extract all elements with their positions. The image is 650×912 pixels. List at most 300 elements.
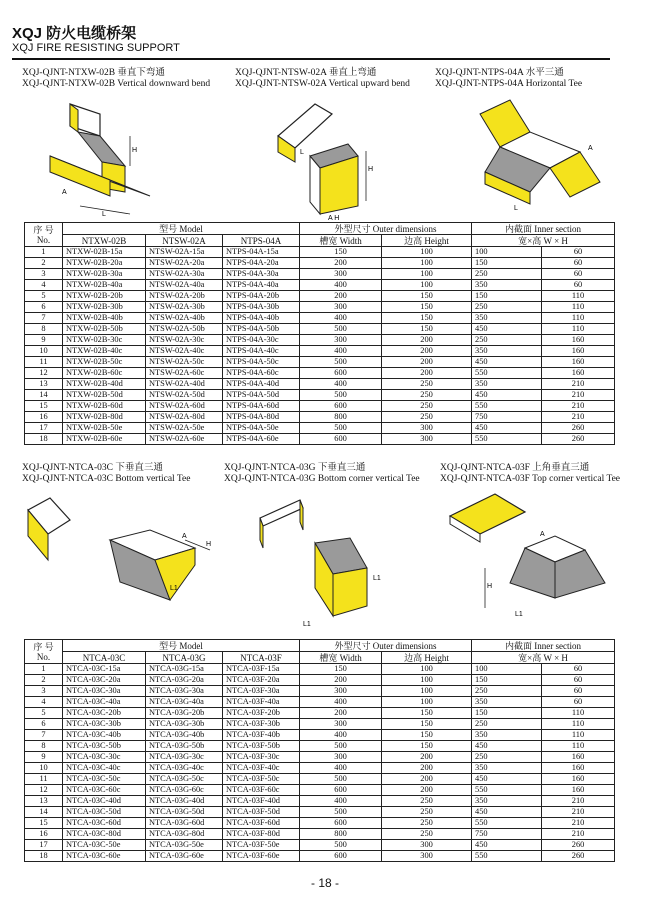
horizontal-tee-figure [470, 92, 610, 220]
dim-label-l1: L1 [515, 611, 523, 618]
model-cell: NTSW-02A-60c [146, 368, 223, 379]
height-cell: 150 [382, 291, 472, 302]
product-caption-ntca-03f [440, 463, 620, 485]
model-col-header: NTPS-04A [223, 235, 300, 247]
table-row [25, 280, 615, 291]
row-number: 10 [25, 763, 63, 774]
table-row [25, 774, 615, 785]
no-header-en: No. [36, 651, 51, 662]
top-corner-vertical-tee-figure [445, 488, 615, 628]
inner-height-cell: 110 [542, 291, 615, 302]
inner-width-cell: 450 [472, 741, 542, 752]
height-header: 边高 Height [382, 235, 472, 247]
model-cell: NTPS-04A-40d [223, 379, 300, 390]
dim-label-a: A [588, 145, 593, 152]
model-col-header: NTXW-02B [63, 235, 146, 247]
model-cell: NTCA-03G-40c [146, 763, 223, 774]
inner-height-cell: 160 [542, 774, 615, 785]
caption-cn: XQJ-QJNT-NTPS-04A 水平三通 [435, 68, 564, 78]
inner-height-cell: 110 [542, 302, 615, 313]
height-cell: 150 [382, 313, 472, 324]
row-number: 7 [25, 313, 63, 324]
model-cell: NTCA-03C-20a [63, 675, 146, 686]
model-cell: NTXW-02B-20b [63, 291, 146, 302]
model-cell: NTPS-04A-50e [223, 423, 300, 434]
width-cell: 400 [300, 763, 382, 774]
width-cell: 200 [300, 708, 382, 719]
model-cell: NTSW-02A-30b [146, 302, 223, 313]
bottom-vertical-tee-figure [20, 490, 220, 620]
model-cell: NTSW-02A-80d [146, 412, 223, 423]
row-number: 18 [25, 851, 63, 862]
height-cell: 100 [382, 247, 472, 258]
inner-width-cell: 250 [472, 752, 542, 763]
model-cell: NTSW-02A-60e [146, 434, 223, 445]
inner-width-cell: 150 [472, 291, 542, 302]
width-cell: 400 [300, 730, 382, 741]
inner-width-cell: 350 [472, 763, 542, 774]
inner-width-cell: 450 [472, 840, 542, 851]
width-cell: 200 [300, 291, 382, 302]
height-cell: 100 [382, 664, 472, 675]
height-cell: 150 [382, 708, 472, 719]
no-header [25, 640, 63, 664]
model-cell: NTXW-02B-50e [63, 423, 146, 434]
row-number: 6 [25, 302, 63, 313]
width-cell: 500 [300, 357, 382, 368]
model-cell: NTCA-03G-40b [146, 730, 223, 741]
row-number: 15 [25, 818, 63, 829]
table-row [25, 302, 615, 313]
row-number: 8 [25, 741, 63, 752]
width-cell: 150 [300, 247, 382, 258]
table-row [25, 412, 615, 423]
model-cell: NTCA-03F-40c [223, 763, 300, 774]
row-number: 12 [25, 785, 63, 796]
model-cell: NTXW-02B-60c [63, 368, 146, 379]
model-col-header: NTSW-02A [146, 235, 223, 247]
width-cell: 500 [300, 390, 382, 401]
model-cell: NTPS-04A-15a [223, 247, 300, 258]
inner-width-cell: 250 [472, 719, 542, 730]
row-number: 14 [25, 807, 63, 818]
inner-width-cell: 350 [472, 379, 542, 390]
inner-width-cell: 150 [472, 708, 542, 719]
inner-width-cell: 150 [472, 675, 542, 686]
height-cell: 100 [382, 675, 472, 686]
table-row [25, 269, 615, 280]
model-cell: NTPS-04A-80d [223, 412, 300, 423]
model-cell: NTPS-04A-20a [223, 258, 300, 269]
page-title: XQJ 防火电缆桥架 [12, 25, 137, 42]
model-cell: NTSW-02A-40d [146, 379, 223, 390]
model-cell: NTCA-03G-50b [146, 741, 223, 752]
model-cell: NTCA-03C-60d [63, 818, 146, 829]
row-number: 14 [25, 390, 63, 401]
inner-height-cell: 60 [542, 664, 615, 675]
caption-en: XQJ-QJNT-NTCA-03G Bottom corner vertical Tee [224, 474, 420, 484]
product-caption-ntca-03c [22, 463, 190, 485]
table-row [25, 730, 615, 741]
model-cell: NTPS-04A-60c [223, 368, 300, 379]
height-cell: 250 [382, 829, 472, 840]
inner-width-cell: 350 [472, 280, 542, 291]
model-cell: NTXW-02B-40c [63, 346, 146, 357]
row-number: 2 [25, 675, 63, 686]
caption-en: XQJ-QJNT-NTCA-03C Bottom vertical Tee [22, 474, 191, 484]
inner-height-cell: 210 [542, 390, 615, 401]
table-row [25, 258, 615, 269]
row-number: 16 [25, 829, 63, 840]
model-cell: NTCA-03G-30c [146, 752, 223, 763]
model-header: 型号 Model [63, 223, 300, 235]
model-cell: NTXW-02B-30c [63, 335, 146, 346]
model-cell: NTSW-02A-50c [146, 357, 223, 368]
model-cell: NTSW-02A-15a [146, 247, 223, 258]
row-number: 7 [25, 730, 63, 741]
model-cell: NTCA-03C-50e [63, 840, 146, 851]
width-cell: 400 [300, 313, 382, 324]
table-row [25, 840, 615, 851]
height-cell: 250 [382, 390, 472, 401]
model-cell: NTPS-04A-30a [223, 269, 300, 280]
table-row [25, 851, 615, 862]
table-row [25, 785, 615, 796]
no-header-cn: 序 号 [33, 224, 54, 235]
inner-height-cell: 210 [542, 818, 615, 829]
dim-label-a: A [62, 189, 67, 196]
inner-width-cell: 250 [472, 686, 542, 697]
outer-dimensions-header: 外型尺寸 Outer dimensions [300, 640, 472, 652]
inner-width-cell: 450 [472, 423, 542, 434]
model-cell: NTCA-03G-60d [146, 818, 223, 829]
height-cell: 200 [382, 368, 472, 379]
height-cell: 150 [382, 719, 472, 730]
model-cell: NTCA-03C-40c [63, 763, 146, 774]
model-cell: NTCA-03F-30b [223, 719, 300, 730]
width-cell: 600 [300, 368, 382, 379]
spec-table-top [24, 222, 615, 445]
table-row [25, 357, 615, 368]
no-header-cn: 序 号 [33, 641, 54, 652]
model-cell: NTXW-02B-40d [63, 379, 146, 390]
model-cell: NTPS-04A-40b [223, 313, 300, 324]
row-number: 12 [25, 368, 63, 379]
height-cell: 150 [382, 741, 472, 752]
height-cell: 250 [382, 412, 472, 423]
height-cell: 250 [382, 379, 472, 390]
width-cell: 600 [300, 785, 382, 796]
height-cell: 200 [382, 774, 472, 785]
height-cell: 150 [382, 302, 472, 313]
inner-height-cell: 210 [542, 807, 615, 818]
model-cell: NTSW-02A-50d [146, 390, 223, 401]
model-cell: NTCA-03C-40b [63, 730, 146, 741]
width-cell: 400 [300, 280, 382, 291]
inner-section-header: 内截面 Inner section [472, 223, 615, 235]
model-cell: NTXW-02B-20a [63, 258, 146, 269]
table-row [25, 379, 615, 390]
model-cell: NTCA-03G-40d [146, 796, 223, 807]
table-row [25, 291, 615, 302]
caption-cn: XQJ-QJNT-NTXW-02B 垂直下弯通 [22, 68, 165, 78]
width-cell: 500 [300, 774, 382, 785]
row-number: 18 [25, 434, 63, 445]
model-cell: NTCA-03G-50d [146, 807, 223, 818]
caption-en: XQJ-QJNT-NTSW-02A Vertical upward bend [235, 79, 410, 89]
model-cell: NTCA-03G-30b [146, 719, 223, 730]
table-row [25, 829, 615, 840]
inner-height-cell: 60 [542, 269, 615, 280]
inner-height-cell: 110 [542, 313, 615, 324]
page-number: - 18 - [310, 876, 339, 890]
table-row [25, 763, 615, 774]
table-row [25, 335, 615, 346]
height-cell: 250 [382, 807, 472, 818]
model-cell: NTSW-02A-50b [146, 324, 223, 335]
model-header: 型号 Model [63, 640, 300, 652]
table-row [25, 697, 615, 708]
inner-height-cell: 260 [542, 840, 615, 851]
height-cell: 300 [382, 423, 472, 434]
inner-height-cell: 160 [542, 335, 615, 346]
inner-height-cell: 260 [542, 423, 615, 434]
row-number: 9 [25, 752, 63, 763]
table-row [25, 741, 615, 752]
model-cell: NTXW-02B-50d [63, 390, 146, 401]
model-cell: NTCA-03C-15a [63, 664, 146, 675]
model-cell: NTCA-03F-40b [223, 730, 300, 741]
caption-cn: XQJ-QJNT-NTCA-03C 下垂直三通 [22, 463, 163, 473]
model-cell: NTXW-02B-50b [63, 324, 146, 335]
dim-label-ah: A H [328, 215, 340, 221]
model-cell: NTCA-03F-20b [223, 708, 300, 719]
inner-height-cell: 110 [542, 708, 615, 719]
model-cell: NTCA-03G-50e [146, 840, 223, 851]
product-caption-ntsw [235, 68, 410, 90]
model-cell: NTCA-03C-50b [63, 741, 146, 752]
inner-height-cell: 160 [542, 368, 615, 379]
inner-height-cell: 110 [542, 741, 615, 752]
width-header: 槽宽 Width [300, 235, 382, 247]
row-number: 17 [25, 423, 63, 434]
dim-label-a: A [182, 533, 187, 540]
inner-height-cell: 210 [542, 796, 615, 807]
inner-height-cell: 110 [542, 719, 615, 730]
inner-height-cell: 160 [542, 752, 615, 763]
spec-table-bottom [24, 639, 615, 862]
dim-label-l1: L1 [170, 585, 178, 592]
model-cell: NTCA-03G-15a [146, 664, 223, 675]
table-row [25, 719, 615, 730]
model-cell: NTCA-03C-30a [63, 686, 146, 697]
width-cell: 300 [300, 269, 382, 280]
width-cell: 500 [300, 423, 382, 434]
width-cell: 400 [300, 346, 382, 357]
inner-width-cell: 450 [472, 390, 542, 401]
height-cell: 150 [382, 324, 472, 335]
inner-height-cell: 160 [542, 357, 615, 368]
inner-width-cell: 250 [472, 302, 542, 313]
height-cell: 200 [382, 357, 472, 368]
model-cell: NTCA-03F-50c [223, 774, 300, 785]
caption-cn: XQJ-QJNT-NTCA-03G 下垂直三通 [224, 463, 366, 473]
inner-width-cell: 350 [472, 346, 542, 357]
inner-width-cell: 100 [472, 247, 542, 258]
height-cell: 100 [382, 686, 472, 697]
model-cell: NTPS-04A-50d [223, 390, 300, 401]
model-cell: NTPS-04A-20b [223, 291, 300, 302]
inner-width-cell: 550 [472, 434, 542, 445]
inner-height-cell: 160 [542, 346, 615, 357]
inner-height-cell: 60 [542, 697, 615, 708]
height-cell: 150 [382, 730, 472, 741]
width-cell: 500 [300, 324, 382, 335]
width-cell: 500 [300, 807, 382, 818]
model-cell: NTXW-02B-40b [63, 313, 146, 324]
row-number: 11 [25, 357, 63, 368]
header-rule [12, 58, 610, 60]
model-cell: NTCA-03C-30b [63, 719, 146, 730]
inner-height-cell: 210 [542, 379, 615, 390]
row-number: 5 [25, 708, 63, 719]
width-cell: 800 [300, 412, 382, 423]
dim-label-l: L [300, 149, 304, 156]
row-number: 17 [25, 840, 63, 851]
model-cell: NTCA-03G-60e [146, 851, 223, 862]
height-cell: 100 [382, 280, 472, 291]
model-cell: NTCA-03G-50c [146, 774, 223, 785]
dim-label-h: H [206, 541, 212, 548]
width-cell: 500 [300, 741, 382, 752]
model-cell: NTPS-04A-60e [223, 434, 300, 445]
model-cell: NTXW-02B-80d [63, 412, 146, 423]
model-cell: NTCA-03C-80d [63, 829, 146, 840]
model-cell: NTCA-03C-60c [63, 785, 146, 796]
table-row [25, 313, 615, 324]
model-cell: NTCA-03F-60d [223, 818, 300, 829]
model-cell: NTCA-03C-50c [63, 774, 146, 785]
inner-height-cell: 160 [542, 785, 615, 796]
row-number: 4 [25, 697, 63, 708]
model-cell: NTXW-02B-30b [63, 302, 146, 313]
model-cell: NTCA-03C-40d [63, 796, 146, 807]
inner-width-cell: 450 [472, 774, 542, 785]
width-cell: 150 [300, 664, 382, 675]
dim-label-h: H [132, 147, 138, 154]
inner-width-cell: 250 [472, 335, 542, 346]
height-cell: 100 [382, 258, 472, 269]
inner-width-cell: 450 [472, 807, 542, 818]
dim-label-l: L [102, 211, 106, 218]
model-cell: NTSW-02A-40a [146, 280, 223, 291]
row-number: 10 [25, 346, 63, 357]
table-row [25, 807, 615, 818]
width-cell: 300 [300, 752, 382, 763]
model-col-header: NTCA-03C [63, 652, 146, 664]
model-cell: NTSW-02A-30c [146, 335, 223, 346]
row-number: 1 [25, 664, 63, 675]
height-cell: 250 [382, 818, 472, 829]
width-cell: 400 [300, 697, 382, 708]
width-cell: 300 [300, 335, 382, 346]
width-cell: 300 [300, 686, 382, 697]
dim-label-a: A [540, 531, 545, 538]
table-row [25, 686, 615, 697]
model-col-header: NTCA-03F [223, 652, 300, 664]
inner-width-cell: 100 [472, 664, 542, 675]
caption-cn: XQJ-QJNT-NTCA-03F 上角垂直三通 [440, 463, 590, 473]
inner-height-cell: 60 [542, 258, 615, 269]
width-cell: 200 [300, 258, 382, 269]
table-row [25, 664, 615, 675]
bottom-corner-vertical-tee-figure [255, 488, 395, 628]
inner-width-cell: 750 [472, 412, 542, 423]
width-cell: 300 [300, 719, 382, 730]
width-cell: 400 [300, 379, 382, 390]
width-cell: 600 [300, 851, 382, 862]
inner-width-cell: 250 [472, 269, 542, 280]
inner-height-cell: 160 [542, 763, 615, 774]
inner-width-cell: 550 [472, 818, 542, 829]
model-cell: NTSW-02A-60d [146, 401, 223, 412]
model-cell: NTCA-03C-20b [63, 708, 146, 719]
model-cell: NTXW-02B-60e [63, 434, 146, 445]
height-cell: 300 [382, 851, 472, 862]
dim-label-h: H [487, 583, 493, 590]
height-cell: 100 [382, 269, 472, 280]
model-cell: NTCA-03C-40a [63, 697, 146, 708]
inner-height-cell: 60 [542, 675, 615, 686]
model-cell: NTXW-02B-60d [63, 401, 146, 412]
model-cell: NTPS-04A-30c [223, 335, 300, 346]
no-header-en: No. [36, 234, 51, 245]
vertical-downward-bend-figure [30, 96, 180, 221]
row-number: 2 [25, 258, 63, 269]
inner-height-cell: 260 [542, 434, 615, 445]
table-row [25, 368, 615, 379]
table-row [25, 708, 615, 719]
model-cell: NTXW-02B-30a [63, 269, 146, 280]
table-row [25, 818, 615, 829]
height-cell: 200 [382, 785, 472, 796]
model-cell: NTCA-03G-80d [146, 829, 223, 840]
row-number: 11 [25, 774, 63, 785]
model-cell: NTCA-03F-50d [223, 807, 300, 818]
model-cell: NTCA-03G-30a [146, 686, 223, 697]
page-header [12, 26, 610, 60]
inner-width-cell: 550 [472, 368, 542, 379]
height-cell: 300 [382, 434, 472, 445]
width-cell: 800 [300, 829, 382, 840]
model-cell: NTCA-03F-40d [223, 796, 300, 807]
table-row [25, 752, 615, 763]
width-cell: 600 [300, 434, 382, 445]
model-cell: NTCA-03G-60c [146, 785, 223, 796]
table-body [25, 247, 615, 445]
model-cell: NTSW-02A-20a [146, 258, 223, 269]
height-cell: 250 [382, 401, 472, 412]
inner-width-cell: 350 [472, 730, 542, 741]
inner-height-cell: 210 [542, 412, 615, 423]
table-row [25, 390, 615, 401]
inner-width-cell: 550 [472, 785, 542, 796]
page-subtitle: XQJ FIRE RESISTING SUPPORT [12, 42, 180, 54]
model-cell: NTPS-04A-30b [223, 302, 300, 313]
model-cell: NTCA-03G-40a [146, 697, 223, 708]
table-row [25, 434, 615, 445]
table-row [25, 675, 615, 686]
